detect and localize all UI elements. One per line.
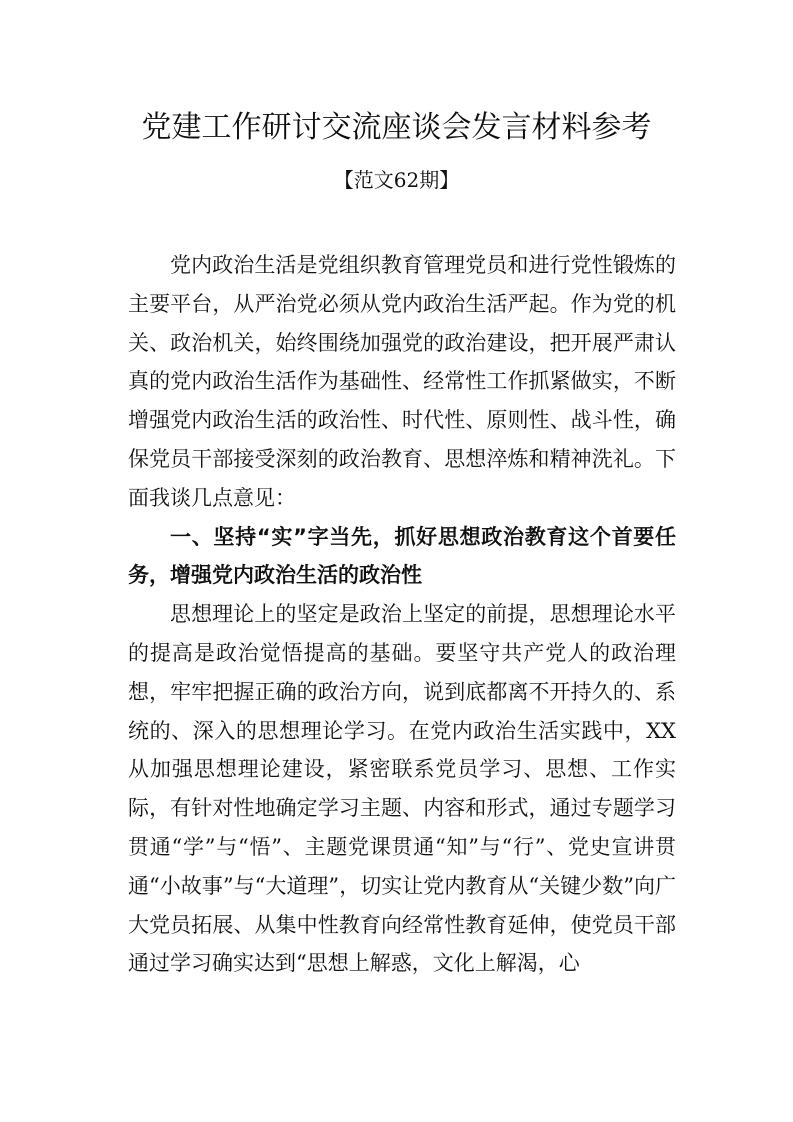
section-1-paragraph: 思想理论上的坚定是政治上坚定的前提，思想理论水平的提高是政治觉悟提高的基础。要坚守共产党人的政治理想，牢牢把握正确的政治方向，说到底都离不开持久的、系统的、深入的思想理论学习。在党内政治生活实践中，XX从加强思想理论建设，紧密联系党员学习、思想、工作实际，有针对性地确定学习主题、内容和形式，通过专题学习贯通“学”与“悟”、主题党课贯通“知”与“行”、党史宣讲贯通“小故事”与“大道理”，切实让党内教育从“关键少数”向广大党员拓展、从集中性教育向经常性教育延伸，使党员干部通过学习确实达到“思想上解惑，文化上解渴，心 [128,602,676,976]
document-title: 党建工作研讨交流座谈会发言材料参考 [141,110,652,145]
document-body [128,246,676,983]
section-heading-1: 一、坚持“实”字当先，抓好思想政治教育这个首要任务，增强党内政治生活的政治性 [128,524,676,588]
document-subtitle: 【范文62期】 [333,168,460,192]
intro-paragraph: 党内政治生活是党组织教育管理党员和进行党性锻炼的主要平台，从严治党必须从党内政治生活严起。作为党的机关、政治机关，始终围绕加强党的政治建设，把开展严肃认真的党内政治生活作为基础性、经常性工作抓紧做实，不断增强党内政治生活的政治性、时代性、原则性、战斗性，确保党员干部接受深刻的政治教育、思想淬炼和精神洗礼。下面我谈几点意见： [128,253,676,510]
